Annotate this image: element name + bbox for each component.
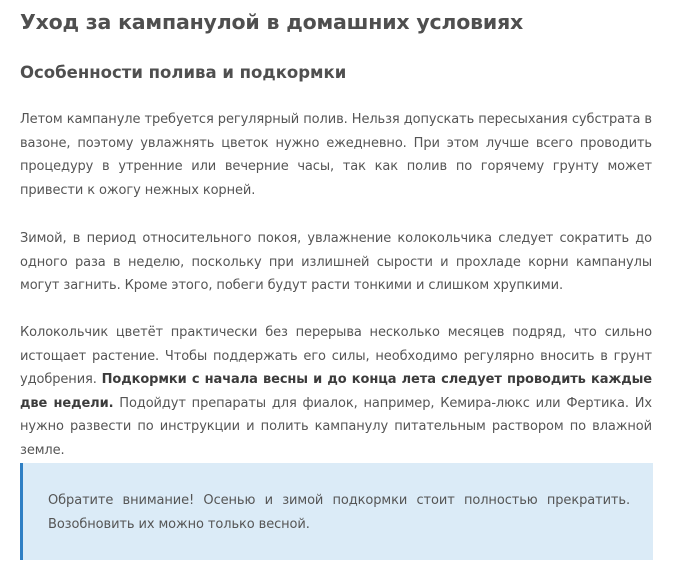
paragraph-feeding-start: Колокольчик цветёт практически без перерыва несколько месяцев подряд, что сильно истощает растение. Чтобы поддержать его силы, необходимо регулярно вносить в грунт удобрения. <box>20 325 652 388</box>
note-callout <box>20 463 653 560</box>
paragraph-feeding <box>20 321 652 463</box>
paragraph-watering-summer: Летом кампануле требуется регулярный полив. Нельзя допускать пересыхания субстрата в вазоне, поэтому увлажнять цветок нужно ежедневно. При этом лучше всего проводить процедуру в утренние или вечерние часы, так как полив по горячему грунту может привести к ожогу нежных корней. <box>20 112 652 198</box>
note-text: Обратите внимание! Осенью и зимой подкормки стоит полностью прекратить. Возобновить их можно только весной. <box>48 493 630 532</box>
paragraph-watering-winter: Зимой, в период относительного покоя, увлажнение колокольчика следует сократить до одного раза в неделю, поскольку при излишней сырости и прохладе корни кампанулы могут загнить. Кроме этого, побеги будут расти тонкими и слишком хрупкими. <box>20 231 652 294</box>
section-title: Особенности полива и подкормки <box>20 63 347 82</box>
paragraph-feeding-end: Подойдут препараты для фиалок, например, Кемира-люкс или Фертика. Их нужно развести по инструкции и полить кампанулу питательным раствором по влажной земле. <box>20 395 652 458</box>
paragraph-feeding-bold: Подкормки с начала весны и до конца лета следует проводить каждые две недели. <box>20 372 652 411</box>
article-title: Уход за кампанулой в домашних условиях <box>20 10 524 34</box>
